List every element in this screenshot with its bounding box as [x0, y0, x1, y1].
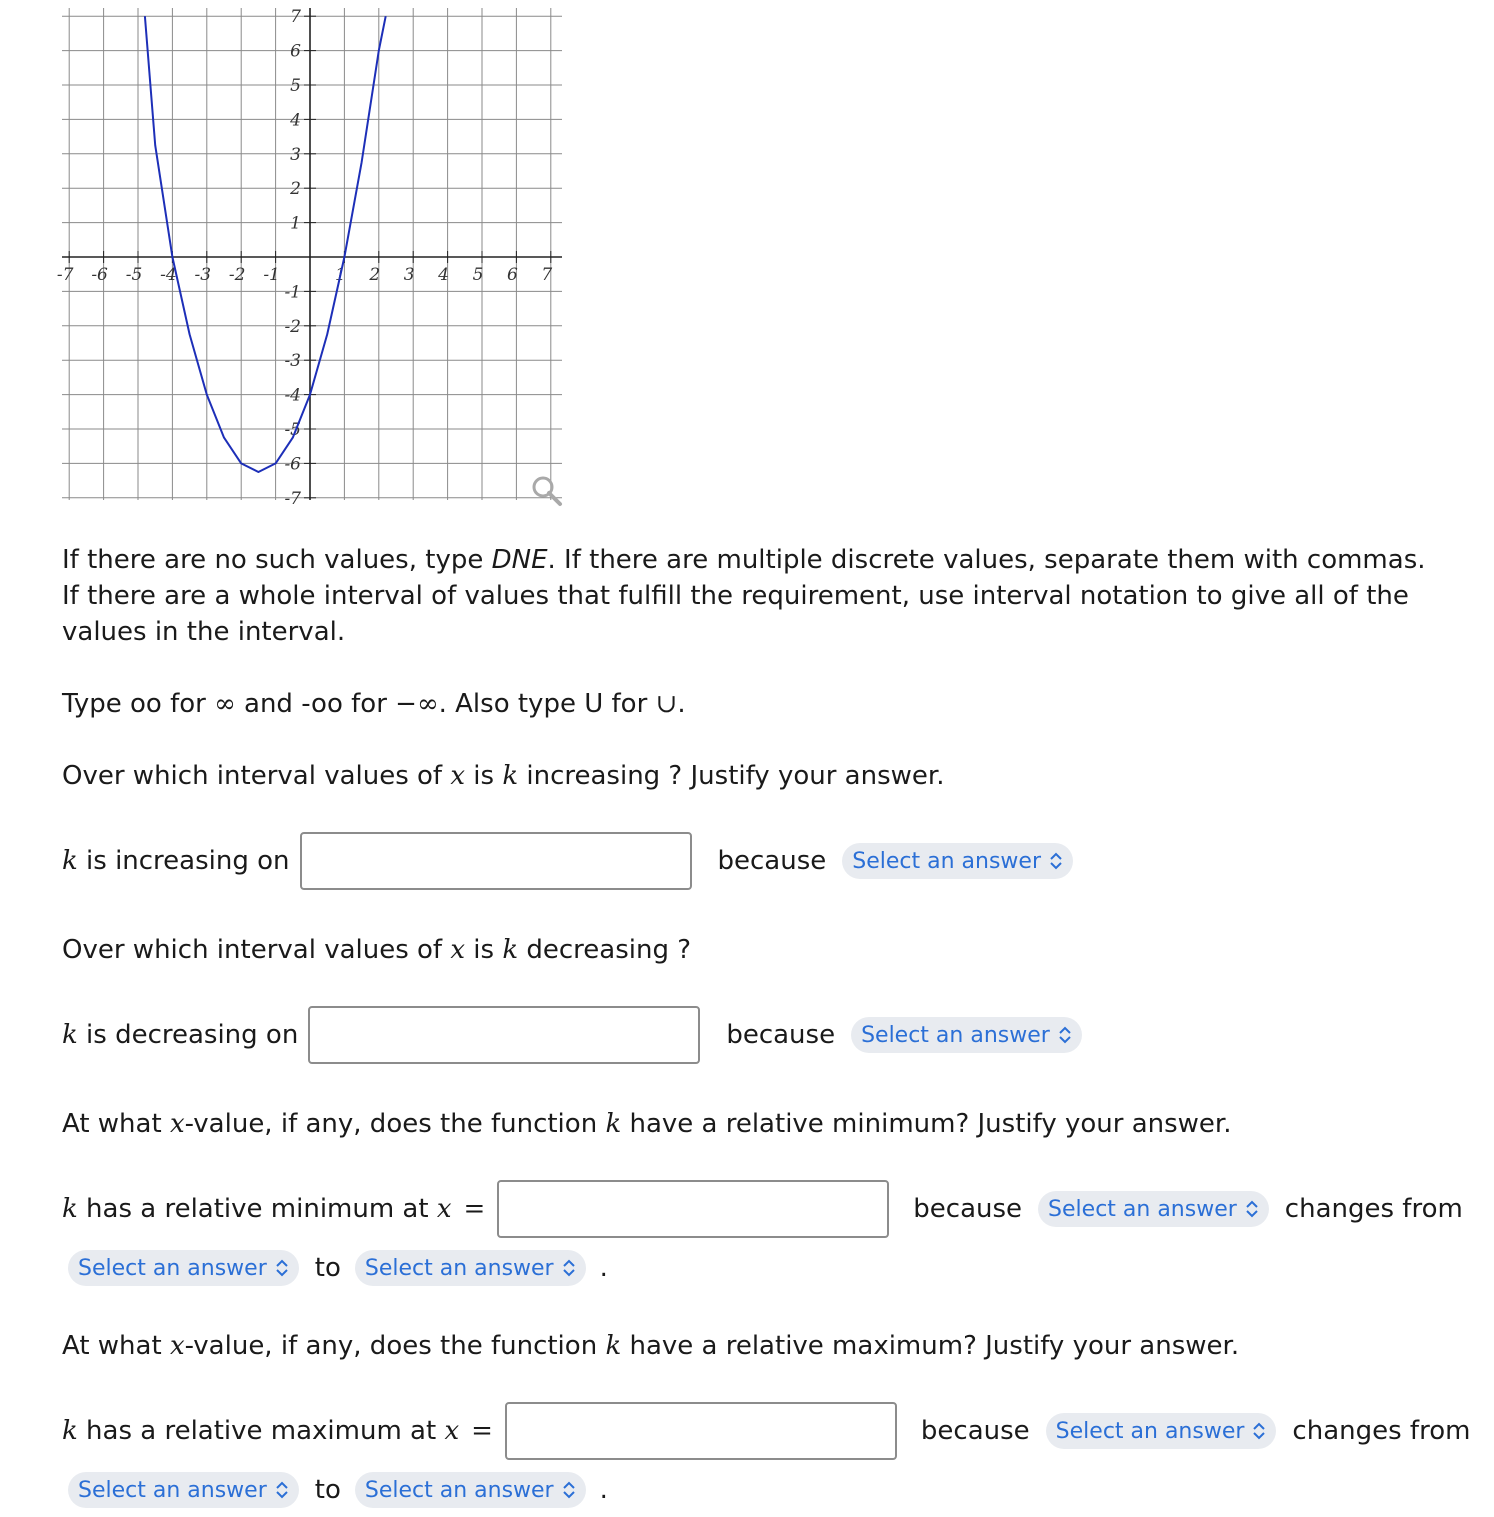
var-k: k [605, 1331, 622, 1361]
q1-prompt-a: Over which interval values of [62, 761, 451, 791]
q1-prompt [62, 758, 944, 794]
x-tick-label: 4 [438, 265, 450, 285]
select-label: Select an answer [1048, 1196, 1237, 1222]
chevron-updown-icon [1245, 1199, 1259, 1219]
chevron-updown-icon [562, 1480, 576, 1500]
q3-label: has a relative minimum at [77, 1194, 437, 1224]
q2-label: is decreasing on [77, 1020, 299, 1050]
var-k: k [62, 1416, 78, 1446]
increasing-reason-select[interactable] [842, 843, 1073, 879]
q3-answer-row [62, 1180, 1463, 1238]
decreasing-interval-input[interactable] [308, 1006, 700, 1064]
because-label: because [717, 846, 827, 876]
q2-prompt-c: decreasing ? [518, 935, 692, 965]
x-tick-label: -3 [194, 265, 212, 285]
q1-prompt-c: increasing ? Justify your answer. [518, 761, 945, 791]
max-reason-select[interactable] [1046, 1413, 1277, 1449]
var-x: x [450, 935, 466, 965]
select-label: Select an answer [78, 1255, 267, 1281]
changes-from-label: changes from [1292, 1416, 1471, 1446]
var-x: x [450, 761, 466, 791]
chevron-updown-icon [275, 1258, 289, 1278]
magnifier-icon[interactable] [534, 478, 560, 504]
q2-prompt [62, 932, 691, 968]
instructions-text-2: . If there are multiple discrete values, separate them with commas. If there are a whole interval of values that fulfill the requirement, use interval notation to give all of the values in the interval. [62, 545, 1426, 647]
max-to-select[interactable] [355, 1472, 586, 1508]
y-tick-label: -2 [284, 316, 301, 337]
grid-lines [62, 8, 562, 500]
because-label: because [726, 1020, 836, 1050]
dne-text: DNE [491, 545, 548, 575]
q4-answer-row [62, 1402, 1470, 1460]
graph-canvas [0, 0, 600, 520]
q3-prompt-a: At what [62, 1109, 170, 1139]
y-tick-label: 2 [290, 179, 301, 200]
select-label: Select an answer [364, 1255, 554, 1281]
var-x: x [169, 1331, 185, 1361]
increasing-interval-input[interactable] [300, 832, 692, 890]
q3-prompt-c: have a relative minimum? Justify your answer. [621, 1109, 1232, 1139]
x-tick-labels [57, 265, 552, 285]
instructions-text: If there are no such values, type [62, 545, 492, 575]
var-k: k [62, 1194, 78, 1224]
var-k: k [502, 761, 519, 791]
hint-text-b: and -oo for [235, 689, 396, 719]
q3-change-row [68, 1250, 608, 1286]
chevron-updown-icon [1252, 1421, 1266, 1441]
q2-prompt-a: Over which interval values of [62, 935, 451, 965]
chevron-updown-icon [1058, 1025, 1072, 1045]
min-reason-select[interactable] [1038, 1191, 1269, 1227]
x-tick-label: 5 [472, 265, 484, 285]
x-tick-label: 6 [506, 265, 518, 285]
select-label: Select an answer [852, 848, 1042, 874]
q2-answer-row [62, 1006, 1082, 1064]
q3-prompt [62, 1106, 1231, 1142]
y-tick-label: 3 [290, 144, 301, 165]
y-tick-label: -5 [284, 420, 301, 440]
chevron-updown-icon [1049, 851, 1063, 871]
instructions-paragraph [62, 542, 1442, 650]
y-tick-label: 7 [290, 7, 301, 28]
y-tick-label: 1 [290, 213, 301, 234]
q4-prompt-b: -value, if any, does the function [184, 1331, 606, 1361]
y-tick-label: -1 [284, 282, 301, 303]
relative-min-input[interactable] [497, 1180, 889, 1238]
relative-max-input[interactable] [505, 1402, 897, 1460]
equals-sign: = [471, 1416, 493, 1446]
infinity-symbol: ∞ [214, 689, 236, 719]
y-tick-labels [284, 7, 301, 509]
x-tick-label: -7 [56, 265, 74, 285]
select-label: Select an answer [1055, 1418, 1245, 1444]
decreasing-reason-select[interactable] [851, 1017, 1082, 1053]
period: . [599, 1475, 608, 1505]
select-label: Select an answer [861, 1022, 1050, 1048]
y-tick-label: 5 [290, 76, 301, 96]
union-symbol: ∪ [655, 689, 678, 719]
x-tick-label: -5 [125, 265, 143, 285]
x-tick-label: -6 [91, 265, 108, 285]
chevron-updown-icon [562, 1258, 576, 1278]
notation-hint [62, 686, 686, 722]
q4-change-row [68, 1472, 608, 1508]
var-x: x [436, 1194, 452, 1224]
equals-sign: = [463, 1194, 486, 1224]
max-from-select[interactable] [68, 1472, 299, 1508]
hint-text-d: . [677, 689, 686, 719]
q1-answer-row [62, 832, 1073, 890]
select-label: Select an answer [78, 1477, 267, 1503]
var-k: k [62, 846, 78, 876]
x-tick-label: 7 [541, 265, 553, 285]
y-tick-label: 4 [290, 110, 301, 131]
q4-prompt-a: At what [62, 1331, 170, 1361]
q1-label: is increasing on [77, 846, 290, 876]
q4-prompt-c: have a relative maximum? Justify your answer. [621, 1331, 1240, 1361]
q1-prompt-b: is [465, 761, 503, 791]
y-tick-label: -6 [284, 454, 301, 475]
var-x: x [169, 1109, 185, 1139]
because-label: because [920, 1416, 1030, 1446]
q3-prompt-b: -value, if any, does the function [184, 1109, 606, 1139]
function-graph [0, 0, 600, 520]
var-k: k [605, 1109, 622, 1139]
period: . [599, 1253, 608, 1283]
y-tick-label: 6 [290, 41, 301, 62]
x-tick-label: -4 [160, 265, 177, 285]
because-label: because [913, 1194, 1023, 1224]
var-x: x [444, 1416, 460, 1446]
neg-infinity-symbol: −∞ [395, 689, 439, 719]
q2-prompt-b: is [465, 935, 503, 965]
select-label: Select an answer [364, 1477, 554, 1503]
hint-text-a: Type oo for [62, 689, 215, 719]
x-tick-label: 1 [334, 265, 346, 285]
hint-text-c: . Also type U for [438, 689, 656, 719]
y-tick-label: -4 [284, 385, 301, 406]
var-k: k [62, 1020, 78, 1050]
x-tick-label: -2 [228, 265, 246, 285]
to-label: to [314, 1253, 341, 1283]
changes-from-label: changes from [1284, 1194, 1463, 1224]
q4-label: has a relative maximum at [77, 1416, 445, 1446]
chevron-updown-icon [275, 1480, 289, 1500]
x-tick-label: 3 [403, 265, 415, 285]
x-tick-label: -1 [263, 265, 280, 285]
y-tick-label: -3 [284, 351, 301, 372]
axes [62, 8, 562, 500]
min-from-select[interactable] [68, 1250, 299, 1286]
q4-prompt [62, 1328, 1239, 1364]
x-tick-label: 2 [369, 265, 381, 285]
min-to-select[interactable] [355, 1250, 586, 1286]
var-k: k [502, 935, 519, 965]
to-label: to [314, 1475, 341, 1505]
y-tick-label: -7 [284, 488, 301, 509]
